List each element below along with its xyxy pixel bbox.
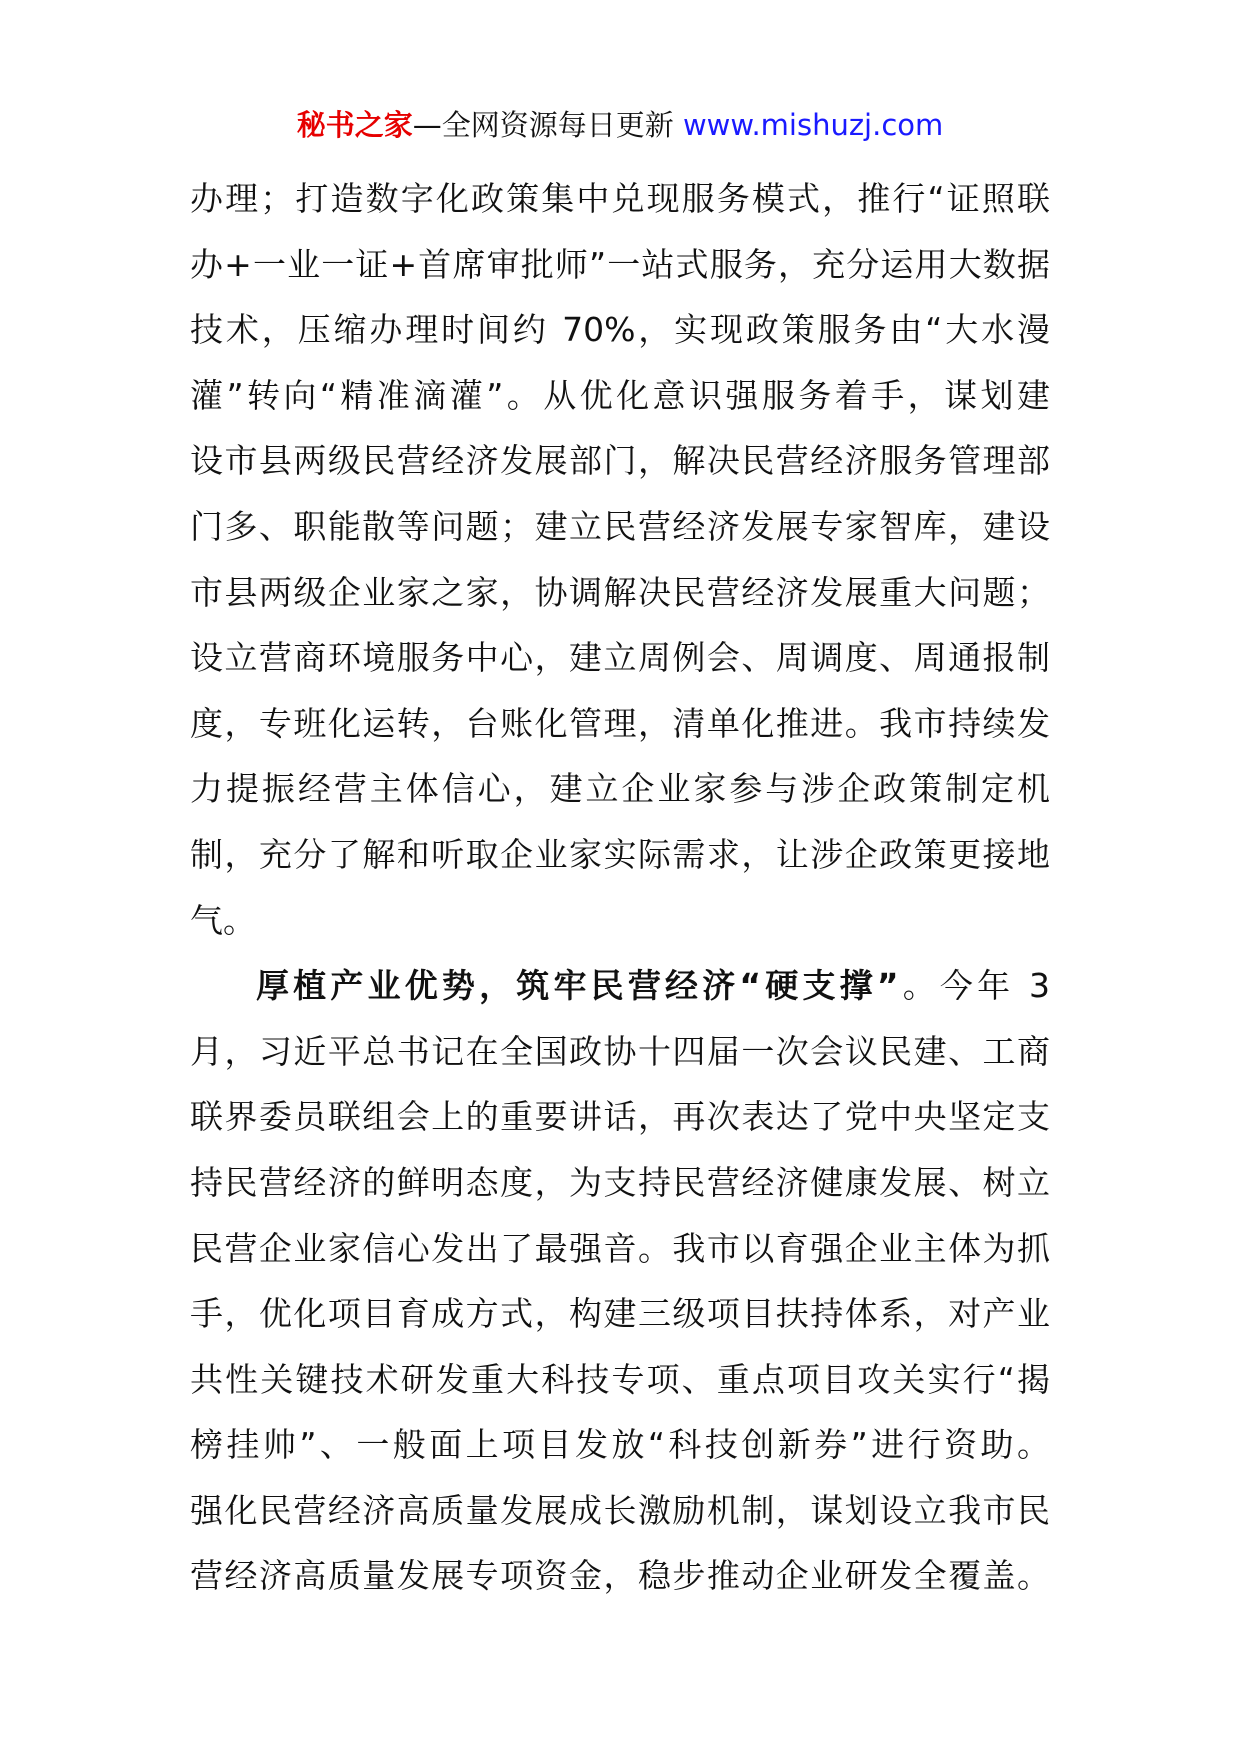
text-line: 设市县两级民营经济发展部门，解决民营经济服务管理部	[190, 441, 1050, 481]
text-line: 制，充分了解和听取企业家实际需求，让涉企政策更接地	[190, 834, 1050, 874]
text-line: 市县两级企业家之家，协调解决民营经济发展重大问题；	[190, 572, 1050, 612]
paragraph-first-line	[190, 953, 1050, 1019]
site-slogan: —全网资源每日更新	[412, 108, 674, 142]
text-line: 强化民营经济高质量发展成长激励机制，谋划设立我市民	[190, 1490, 1050, 1530]
paragraph-1	[190, 166, 1050, 953]
text-line: 设立营商环境服务中心，建立周例会、周调度、周通报制	[190, 638, 1050, 678]
text-line: 榜挂帅”、一般面上项目发放“科技创新券”进行资助。	[190, 1425, 1050, 1465]
text-line: 气。	[190, 900, 256, 940]
text-line: 持民营经济的鲜明态度，为支持民营经济健康发展、树立	[190, 1162, 1050, 1202]
text-line: 力提振经营主体信心，建立企业家参与涉企政策制定机	[190, 769, 1050, 809]
paragraph-heading: 厚植产业优势，筑牢民营经济“硬支撑”	[256, 966, 899, 1006]
text-line: 技术，压缩办理时间约 70%，实现政策服务由“大水漫	[190, 310, 1050, 350]
text-fragment: 。今年 3	[898, 966, 1050, 1006]
text-line: 月，习近平总书记在全国政协十四届一次会议民建、工商	[190, 1031, 1050, 1071]
text-line: 联界委员联组会上的重要讲话，再次表达了党中央坚定支	[190, 1097, 1050, 1137]
text-line: 手，优化项目育成方式，构建三级项目扶持体系，对产业	[190, 1294, 1050, 1334]
text-line: 办理；打造数字化政策集中兑现服务模式，推行“证照联	[190, 179, 1050, 218]
text-line: 度，专班化运转，台账化管理，清单化推进。我市持续发	[190, 703, 1050, 743]
text-line: 民营企业家信心发出了最强音。我市以育强企业主体为抓	[190, 1228, 1050, 1268]
document-body	[190, 166, 1050, 1609]
text-line: 办+一业一证+首席审批师”一站式服务，充分运用大数据	[190, 244, 1050, 284]
text-line: 营经济高质量发展专项资金，稳步推动企业研发全覆盖。	[190, 1556, 1050, 1596]
site-header	[0, 103, 1240, 147]
text-line: 门多、职能散等问题；建立民营经济发展专家智库，建设	[190, 506, 1050, 546]
text-line: 共性关键技术研发重大科技专项、重点项目攻关实行“揭	[190, 1359, 1050, 1399]
paragraph-2	[190, 953, 1050, 1609]
site-url[interactable]: www.mishuzj.com	[682, 108, 944, 142]
brand-name: 秘书之家	[296, 108, 413, 142]
text-line: 灌”转向“精准滴灌”。从优化意识强服务着手，谋划建	[190, 375, 1050, 415]
